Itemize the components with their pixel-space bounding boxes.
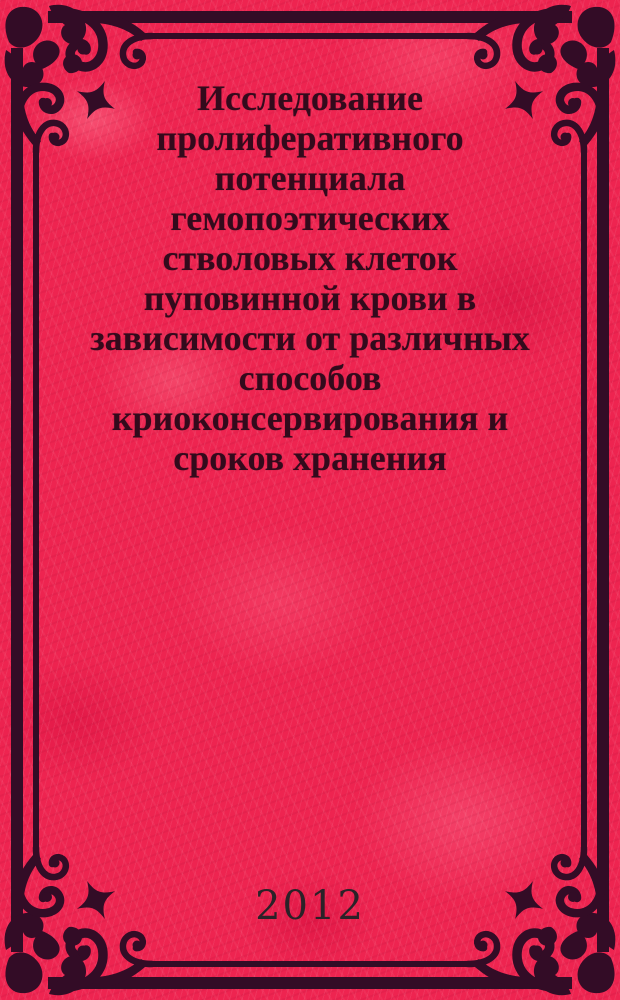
title-line: гемопоэтических	[170, 198, 450, 238]
publication-year: 2012	[255, 883, 365, 929]
title-line: криоконсервирования и	[111, 398, 509, 438]
title-line: зависимости от различных	[90, 318, 530, 358]
title-line: потенциала	[214, 158, 406, 198]
title-line: способов	[238, 358, 382, 398]
title-line: стволовых клеток	[162, 238, 458, 278]
title-line: пуповинной крови в	[143, 278, 477, 318]
title-line: сроков хранения	[173, 438, 447, 478]
title-line: пролиферативного	[156, 118, 464, 158]
title-line: Исследование	[197, 78, 423, 118]
book-title	[40, 78, 580, 478]
